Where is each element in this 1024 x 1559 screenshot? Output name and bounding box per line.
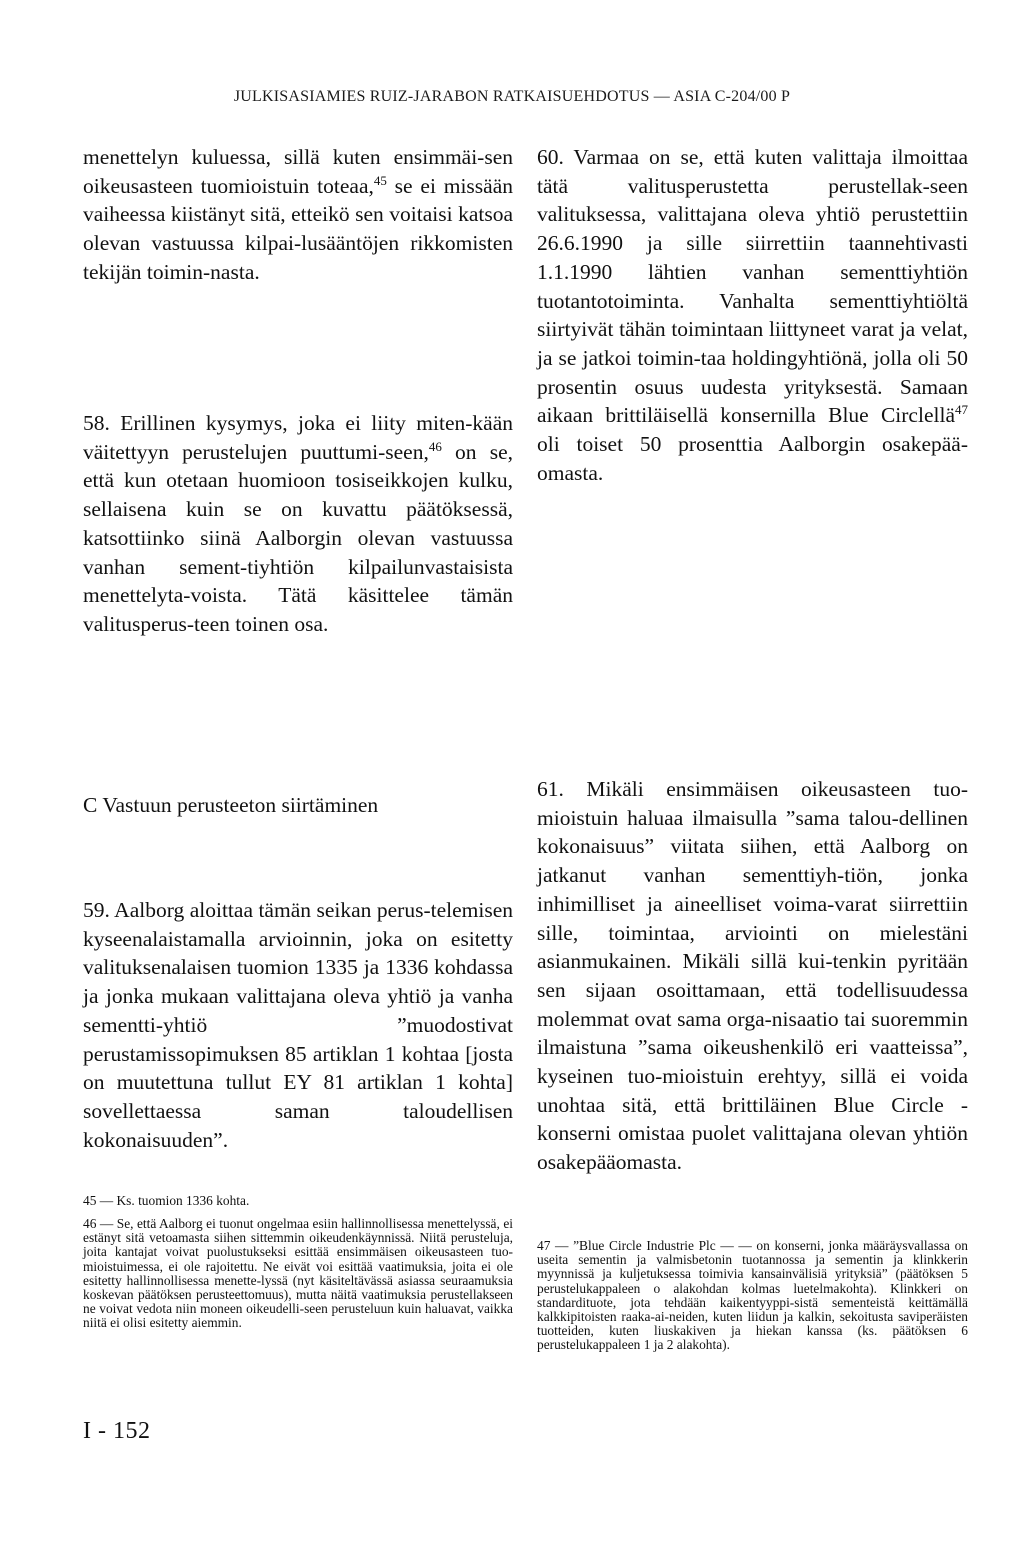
footnote-47-text: ”Blue Circle Industrie Plc — — on konserni, jonka määräysvallassa on useita sementin ja valmisbetonin tuotannossa ja sementin ja klinkkerin myynnissä ja kuljetuksessa toimivia kansainvälisiä yrityksiä” (päätöksen 5 perustelukappaleen o alakohdan kolmas luetelmakohta). Klinkkeri on standardituote, jota tehdään kaikentyyppi-sistä sementeistä keittämällä kalkkipitoisten raaka-ai-neiden, kuten liidun ja kalkin, sekoitusta saviperäisten tuotteiden, kuten liuskakiven ja hiekan kanssa (ks. päätöksen 6 perustelukappaleen 1 ja 2 alakohta). xyxy=(537,1238,968,1353)
footnote-ref-47[interactable]: 47 xyxy=(955,402,968,418)
footnote-ref-45[interactable]: 45 xyxy=(373,172,387,188)
paragraph-57-continuation: menettelyn kuluessa, sillä kuten ensimmäi-sen oikeusasteen tuomioistuin toteaa,$^{45}$ se ei missään vaiheessa kiistänyt sitä, etteikö sen voitaisi katsoa olevan vastuussa kilpai-lusääntöjen rikkomisten tekijän toimin-nasta. xyxy=(83,145,513,284)
footnote-46 xyxy=(83,1217,513,1331)
section-heading: C Vastuun perusteeton siirtäminen xyxy=(83,793,379,817)
footnote-46-label: 46 — xyxy=(83,1216,114,1231)
paragraph-60: 60. Varmaa on se, että kuten valittaja ilmoittaa tätä valitusperustetta perustellak-seen valituksessa, valittajana oleva yhtiö perustettiin 26.6.1990 ja sille siirrettiin taannehtivasti 1.1.1990 lähtien vanhan sementtiyhtiön tuotantotoiminta. Vanhalta sementtiyhtiöltä siirtyivät tähän toimintaan liittyneet varat ja velat, ja se jatkoi toimin-taa holdingyhtiönä, jolla oli 50 prosentin osuus uudesta yrityksestä. Samaan aikaan brittiläisellä konsernilla Blue Circlellä$^{47}$ oli toiset 50 prosenttia Aalborgin osakepää-omasta. xyxy=(537,145,968,485)
footnote-47 xyxy=(537,1239,968,1353)
left-column-top xyxy=(83,143,513,287)
footnote-47-label: 47 — xyxy=(537,1238,569,1253)
footnote-45-label: 45 — xyxy=(83,1193,114,1208)
paragraph-58: 58. Erillinen kysymys, joka ei liity miten-kään väitettyyn perustelujen puuttumi-seen,$^{46}$ on se, että kun otetaan huomioon tosiseikkojen kulku, sellaisena kuin se on kuvattu päätöksessä, katsottiinko siinä Aalborgin olevan vastuussa vanhan sement-tiyhtiön kilpailunvastaisista menettelyta-voista. Tätä käsittelee tämän valitusperus-teen toinen osa. xyxy=(83,411,513,636)
running-head: JULKISASIAMIES RUIZ-JARABON RATKAISUEHDOTUS — ASIA C-204/00 P xyxy=(233,88,791,105)
page-number: I - 152 xyxy=(83,1418,151,1444)
paragraph-59: 59. Aalborg aloittaa tämän seikan perus-telemisen kyseenalaistamalla arvioinnin, joka on esitetty valituksenalaisen tuomion 1335 ja 1336 kohdassa ja jonka mukaan valittajana oleva yhtiö ja vanha sementti-yhtiö ”muodostivat perustamissopimuksen 85 artiklan 1 kohtaa [josta on muutettuna tullut EY 81 artiklan 1 kohta] sovellettaessa saman taloudellisen kokonaisuuden”. xyxy=(83,898,513,1152)
footnote-ref-46[interactable]: 46 xyxy=(428,438,442,454)
footnote-45-text: Ks. tuomion 1336 kohta. xyxy=(116,1193,250,1208)
footnote-45 xyxy=(83,1194,513,1208)
paragraph-61: 61. Mikäli ensimmäisen oikeusasteen tuo-mioistuin haluaa ilmaisulla ”sama talou-dellinen kokonaisuus” viitata siihen, että Aalborg on jatkanut vanhan sementtiyh-tiön, jonka inhimilliset ja aineelliset voima-varat siirrettiin sille, toimintaa, arviointi on mielestäni asianmukainen. Mikäli sillä kui-tenkin pyritään sen sijaan osoittamaan, että todellisuudessa molemmat ovat sama orga-nisaatio tai suoremmin ilmaistuna ”sama oikeushenkilö eri vaatteissa”, kyseinen tuo-mioistuin erehtyy, sillä ei voida unohtaa sitä, että brittiläinen Blue Circle -konserni omistaa puolet valittajana olevan yhtiön osakepääomasta. xyxy=(537,777,968,1175)
footnote-46-text: Se, että Aalborg ei tuonut ongelmaa esiin hallinnollisessa menettelyssä, ei estänyt sitä vetoamasta siihen sittemmin oikeudenkäynnissä. Niitä perusteluja, joita kantajat voivat puolustukseksi esittää ensimmäisen oikeusasteen tuo-mioistuimessa, ei ole rajoitettu. Ne eivät voi esittää vaatimuksia, joita ei ole esitetty hallinnollisessa menette-lyssä (nyt käsiteltävässä asiassa seuraamuksia koskevan päätöksen perusteettomuus), mutta näitä vaatimuksia perustellakseen ne voivat vedota niin moneen oikeudelli-seen perusteluun kuin haluavat, vaikka niitä ei olisi esitetty aiemmin. xyxy=(83,1216,513,1331)
